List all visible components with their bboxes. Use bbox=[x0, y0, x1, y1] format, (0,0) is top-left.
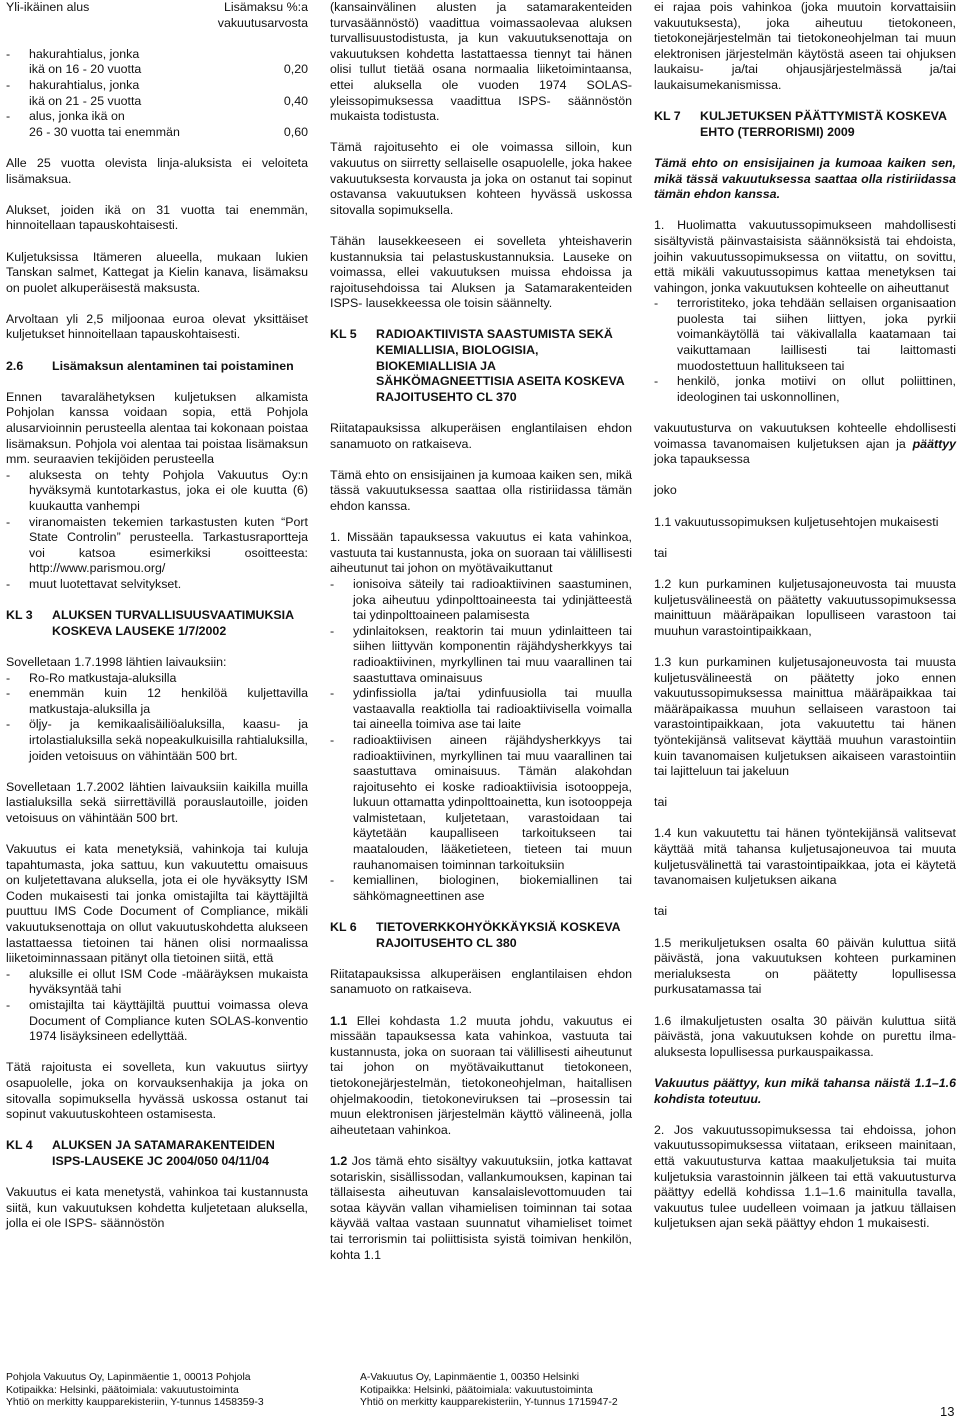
list-item: - aluksille ei ollut ISM Code -määräyksen mukaista hyväksyntää tahi bbox=[6, 966, 308, 997]
paragraph: Vakuutus ei kata menetyksiä, vahinkoja tai kuluja tapahtumasta, joka sattuu, kun vakuutettu omaisuus on kuljetettavana aluksella, jota ei ole hyväksytty ISM Coden mukaisesti tai jonka omistajilta tai käyttäjiltä puuttuu IMS Code Document of Compliance, mikäli vakuutuksenottaja on ollut vakuutuskohdetta alukseen lastattaessa tietoinen tai hänen olisi normaalissa liiketoiminnassaan pitänyt olla tietoinen siitä, että bbox=[6, 842, 308, 966]
list-item: - öljy- ja kemikaalisäiliöaluksilla, kaasu- ja irtolastialuksilla sekä nopeakulkuisilla rahtialuksilla, joiden vetoisuus on vähintään 500 brt. bbox=[6, 717, 308, 763]
paragraph-emphasis: Tämä ehto on ensisijainen ja kumoaa kaiken sen, mikä tässä vakuutuksessa saattaa olla ristiriidassa tämän ehdon kanssa. bbox=[654, 155, 956, 202]
surcharge-row: - hakurahtialus, jonka bbox=[6, 46, 140, 61]
surcharge-row: ikä on 21 - 25 vuotta 0,40 bbox=[29, 93, 308, 108]
paragraph: Riitatapauksissa alkuperäisen englantilaisen ehdon sanamuoto on ratkaiseva. bbox=[330, 421, 632, 451]
paragraph: 1.1 vakuutussopimuksen kuljetusehtojen mukaisesti bbox=[654, 514, 939, 529]
list-item: - terroristiteko, joka tehdään sellaisen organisaation puolesta tai siihen liittyen, joka pyrkii voimankäytöllä tai väkivallalla kaatamaan tai vaikuttamaan laillisesti tai laittomasti muodostettuun hallitukseen tai bbox=[654, 296, 956, 373]
clause-heading-kl5: KL 5 RADIOAKTIIVISTA SAASTUMISTA SEKÄ KEMIALLISIA, BIOLOGISIA, BIOKEMIALLISIA JA SÄHKÖMAGNEETTISIA ASEITA KOSKEVA RAJOITUSEHTO CL 370 bbox=[330, 327, 625, 404]
section-heading-2-6: 2.6 Lisämaksun alentaminen tai poistaminen bbox=[6, 358, 294, 373]
list-item: - enemmän kuin 12 henkilöä kuljettavilla matkustaja-aluksilla ja bbox=[6, 686, 308, 716]
paragraph: tai bbox=[654, 904, 668, 919]
list-item: - henkilö, jonka motiivi on ollut poliittinen, ideologinen tai uskonnollinen, bbox=[654, 374, 956, 404]
surcharge-row: - alus, jonka ikä on bbox=[6, 109, 125, 124]
list-item: - ydinfissiolla ja/tai ydinfuusiolla tai muulla vastaavalla reaktiolla tai radioaktiivisella voimalla tai aineella toimiva ase tai laite bbox=[330, 686, 632, 732]
clause-heading-kl6: KL 6 TIETOVERKKOHYÖKKÄYKSIÄ KOSKEVA RAJOITUSEHTO CL 380 bbox=[330, 920, 621, 950]
paragraph: 1.6 ilmakuljetusten osalta 30 päivän kuluttua siitä päivästä, jona vakuutuksen kohde on purettu ilma-aluksesta lopullisessa purkauspaikassa. bbox=[654, 1013, 956, 1059]
paragraph: 1.4 kun vakuutettu tai hänen työntekijänsä valitsevat käyttää mitä tahansa kuljetusajoneuvoa tai muuta kuljetusvälinettä tai varastointipaikkaa, jota ei käytetä tavanomaisen kuljetuksen aikana bbox=[654, 826, 956, 888]
column-1 bbox=[6, 0, 308, 1248]
list-item: - ydinlaitoksen, reaktorin tai muun ydinlaitteen tai siihen liittyvän komponentin räjähdysherkkyys tai radioaktiivinen, myrkyllinen tai muu vaarallinen tai saastuttava ominaisuus bbox=[330, 623, 632, 685]
clause-heading-kl4: KL 4 ALUKSEN JA SATAMARAKENTEIDEN ISPS-LAUSEKE JC 2004/050 04/11/04 bbox=[6, 1138, 275, 1168]
list-item: - muut luotettavat selvitykset. bbox=[6, 576, 182, 591]
paragraph: 1.2 kun purkaminen kuljetusajoneuvosta tai muusta kuljetusvälineestä on päätetty vakuutussopimuksessa mainittuun määräpaikan lopulliseen varastoon tai muuhun varastointipaikkaan, bbox=[654, 576, 956, 638]
list-item: - radioaktiivisen aineen räjähdysherkkyys tai radioaktiivinen, myrkyllinen tai muu vaarallinen tai saastuttava ominaisuus. Tämän alakohdan rajoitusehto ei koske radioaktiivisia isotooppeja, lukuun ottamatta ydinpolttoainetta, kun isotooppeja valmistetaan, kuljetetaan, varastoidaan tai käytetään kaupalliseen tarkoitukseen tai maatalouden, lääketieteen, tieteen tai muun rauhanomaisen toiminnan tarkoituksiin bbox=[330, 732, 632, 872]
paragraph: Sovelletaan 1.7.2002 lähtien laivauksiin kaikilla muilla lastialuksilla sekä siirrettävillä porauslautoille, joiden vetoisuus on vähintään 500 brt. bbox=[6, 779, 308, 825]
list-item: - omistajilta tai käyttäjiltä puuttui voimassa oleva Document of Compliance kuten SOLAS-konventio 1974 lisäyksineen edellyttää. bbox=[6, 998, 308, 1044]
surcharge-row: 26 - 30 vuotta tai enemmän 0,60 bbox=[29, 124, 308, 139]
list-item: - kemiallinen, biologinen, biokemiallinen tai sähkömagneettinen ase bbox=[330, 873, 632, 903]
list-item: - Ro-Ro matkustaja-aluksilla bbox=[6, 670, 177, 685]
clause-heading-kl3: KL 3 ALUKSEN TURVALLISUUSVAATIMUKSIA KOSKEVA LAUSEKE 1/7/2002 bbox=[6, 608, 294, 638]
paragraph-emphasis: Vakuutus päättyy, kun mikä tahansa näistä 1.1–1.6 kohdista toteutuu. bbox=[654, 1075, 956, 1106]
paragraph: 1.3 kun purkaminen kuljetusajoneuvosta tai muusta kuljetusvälineestä on päätetty joko ennen vakuutussopimuksessa mainittua määräpaikkaa tai määräpaikassa muuhun sellaiseen varastoon tai varastointipaikkaan, jota vakuutettu tai hänen työntekijänsä valitsevat käyttää muuhun varastointiin kuin tavanomaisen kuljetuksen aikaiseen varastointiin tai lajitteluun tai jakeluun bbox=[654, 654, 956, 779]
paragraph: Tätä rajoitusta ei sovelleta, kun vakuutus siirtyy osapuolelle, joka on korvauksenhakija ja joka on sitovalla sopimuksella hyvässä uskossa ostanut tai sopinut vakuutuskohteen ostamisesta. bbox=[6, 1060, 308, 1122]
paragraph: joko bbox=[654, 483, 677, 498]
surcharge-row: - hakurahtialus, jonka bbox=[6, 77, 140, 92]
paragraph: vakuutusturva on vakuutuksen kohteelle ehdollisesti voimassa tavanomaisen kuljetuksen ajan ja päättyy joka tapauksessa bbox=[654, 421, 956, 467]
column-2 bbox=[330, 0, 632, 1279]
column-3 bbox=[654, 0, 956, 1248]
paragraph: tai bbox=[654, 795, 668, 810]
paragraph: Alle 25 vuotta olevista linja-aluksista ei veloiteta lisämaksua. bbox=[6, 155, 308, 186]
paragraph: 1.5 merikuljetuksen osalta 60 päivän kuluttua siitä päivästä, jona vakuutuksen kohteen purkaminen merialuksesta on päätetty lopullisessa purkusatamassa tai bbox=[654, 935, 956, 997]
paragraph: Alukset, joiden ikä on 31 vuotta tai enemmän, hinnoitellaan tapauskohtaisesti. bbox=[6, 202, 308, 233]
header-right: Lisämaksu %:a vakuutusarvosta bbox=[217, 0, 308, 30]
footer-pohjola: Pohjola Vakuutus Oy, Lapinmäentie 1, 00013 Pohjola Kotipaikka: Helsinki, päätoimiala: vakuutustoiminta Yhtiö on merkitty kaupparekisteriin, Y-tunnus 1458359-3 bbox=[6, 1372, 264, 1409]
paragraph: Kuljetuksissa Itämeren alueella, mukaan lukien Tanskan salmet, Kattegat ja Kielin kanava, lisämaksu on puolet alkuperäisestä maksusta. bbox=[6, 249, 308, 295]
paragraph: 1.1 Ellei kohdasta 1.2 muuta johdu, vakuutus ei missään tapauksessa kata vahinkoa, vastuuta tai kustannusta, joka on suoraan tai välillisesti aiheutunut tai johon on myötävaikuttanut tietokoneen, tietokonejärjestelmän, tietokoneohjelman, haitallisen ohjelmakoodin, tietokoneviruksen tai –prosessin tai muun elektronisen järjestelmän käyttö välineenä, jolla aiheutetaan vahinkoa. bbox=[330, 1013, 632, 1137]
paragraph: ei rajaa pois vahinkoa (joka muutoin korvattaisiin vakuutuksesta), joka aiheutuu tietokoneen, tietokonejärjestelmän tai tietokoneohjelman tai muun elektronisen järjestelmän käytöstä aseen tai ohjuksen laukaisu- ja/tai ohjausjärjestelmässä ja/tai laukaisumekanismissa. bbox=[654, 0, 956, 92]
page-number: 13 bbox=[940, 1404, 955, 1419]
paragraph: (kansainvälinen alusten ja satamarakenteiden turvasäännöstö) vaadittua voimassaolevaa aluksen turvallisuustodistusta, ja kun vakuutuksenottaja on vakuutuksen kohdetta lastattaessa tiennyt tai hänen olisi tullut tietää osana normaalia liiketoimintaansa, ettei aluksella ole vuoden 1974 SOLAS- yleissopimuksessa vaadittua ISPS- säännöstön mukaista todistusta. bbox=[330, 0, 632, 124]
paragraph: 1. Huolimatta vakuutussopimukseen mahdollisesti sisältyvistä päinvastaisista säännöksistä tai ehdoista, joihin vakuutussopimuksessa on viitattu, on sovittu, että mikäli vakuutussopimus kattaa menetyksen tai vahingon, jonka vakuutuksen kohteelle on aiheuttanut bbox=[654, 218, 956, 295]
list-item: - ionisoiva säteily tai radioaktiivinen saastuminen, joka aiheutuu ydinpolttoaineesta tai ydinjätteestä tai ydinpolttoaineen palamisesta bbox=[330, 576, 632, 623]
paragraph: Tähän lausekkeeseen ei sovelleta yhteishaverin kustannuksia tai pelastuskustannuksia. Lauseke on voimassa, ellei vakuutuksen muissa ehdoissa ja rajoitusehdoissa tai Aluksen ja Satamarakenteiden ISPS- lausekkeessa ole toisin säännelty. bbox=[330, 233, 632, 311]
paragraph: 1.2 Jos tämä ehto sisältyy vakuutuksiin, jotka kattavat sotariskin, sisällissodan, vallankumouksen, kapinan tai tällaisesta aiheutuvan kansalaislevottomuuden tai sotaa käyvän vallan vihamielisen toiminnan tai sotaa käyvää valtaa vastaan suunnatut vihamieliset toimet tai terrorismin tai poliittisista syistä toimivan henkilön, kohta 1.1 bbox=[330, 1153, 632, 1262]
header-left: Yli-ikäinen alus bbox=[6, 0, 90, 14]
surcharge-table-header bbox=[6, 0, 308, 31]
list-item: - viranomaisten tekemien tarkastusten kuten “Port State Controlin” perusteella. Tarkastusraportteja voi katsoa esimerkiksi osoitteesta: http://www.parismou.org/ bbox=[6, 514, 308, 576]
paragraph: 2. Jos vakuutussopimuksessa tai ehdoissa, johon vakuutussopimuksessa viitataan, erikseen mainitaan, että vakuutusturva kattaa maakuljetuksia tai muita kuljetuksia varastoinnin jälkeen tai että vakuutusturva päättyy edellä kohdissa 1.1–1.6 mainitulla tavalla, vakuutus tulee uudelleen voimaan ja jatkuu tällaisen kuljetuksen ajan sekä päättyy ehdon 1 mukaisesti. bbox=[654, 1122, 956, 1231]
footer-a-vakuutus: A-Vakuutus Oy, Lapinmäentie 1, 00350 Helsinki Kotipaikka: Helsinki, päätoimiala: vakuutustoiminta Yhtiö on merkitty kaupparekisteriin, Y-tunnus 1715947-2 bbox=[360, 1372, 618, 1409]
paragraph: Tämä ehto on ensisijainen ja kumoaa kaiken sen, mikä tässä vakuutuksessa saattaa olla ristiriidassa tämän ehdon kanssa. bbox=[330, 467, 632, 513]
paragraph: Vakuutus ei kata menetystä, vahinkoa tai kustannusta siitä, kun vakuutuksen kohdetta kuljetetaan aluksella, jolla ei ole ISPS- säännöstön bbox=[6, 1185, 308, 1231]
clause-heading-kl7: KL 7 KULJETUKSEN PÄÄTTYMISTÄ KOSKEVA EHTO (TERRORISMI) 2009 bbox=[654, 109, 947, 139]
paragraph: Arvoltaan yli 2,5 miljoonaa euroa olevat yksittäiset kuljetukset hinnoitellaan tapauskohtaisesti. bbox=[6, 311, 308, 342]
paragraph: Riitatapauksissa alkuperäisen englantilaisen ehdon sanamuoto on ratkaiseva. bbox=[330, 966, 632, 997]
list-item: - aluksesta on tehty Pohjola Vakuutus Oy:n hyväksymä kuntotarkastus, joka ei ole kuutta (6) kuukautta vanhempi bbox=[6, 467, 308, 513]
surcharge-row: ikä on 16 - 20 vuotta 0,20 bbox=[29, 62, 308, 77]
paragraph: Tämä rajoitusehto ei ole voimassa silloin, kun vakuutus on siirretty sellaiselle osapuolelle, joka hakee vakuutuksesta korvausta ja joka on ostanut tai sopinut ostavansa vakuutuksen kohteen hyvässä uskossa sitovalla sopimuksella. bbox=[330, 140, 632, 217]
paragraph: Ennen tavaralähetyksen kuljetuksen alkamista Pohjolan kanssa voidaan sopia, että Pohjola alusarvioinnin perusteella alentaa tai kokonaan poistaa lisämaksun. Pohjola voi alentaa tai poistaa lisämaksun mm. seuraavien tekijöiden perusteella bbox=[6, 389, 308, 467]
paragraph: tai bbox=[654, 545, 668, 560]
paragraph: Sovelletaan 1.7.1998 lähtien laivauksiin: bbox=[6, 654, 227, 669]
paragraph: 1. Missään tapauksessa vakuutus ei kata vahinkoa, vastuuta tai kustannusta, joka on suoraan tai välillisesti aiheutunut tai johon on myötävaikuttanut bbox=[330, 530, 632, 576]
